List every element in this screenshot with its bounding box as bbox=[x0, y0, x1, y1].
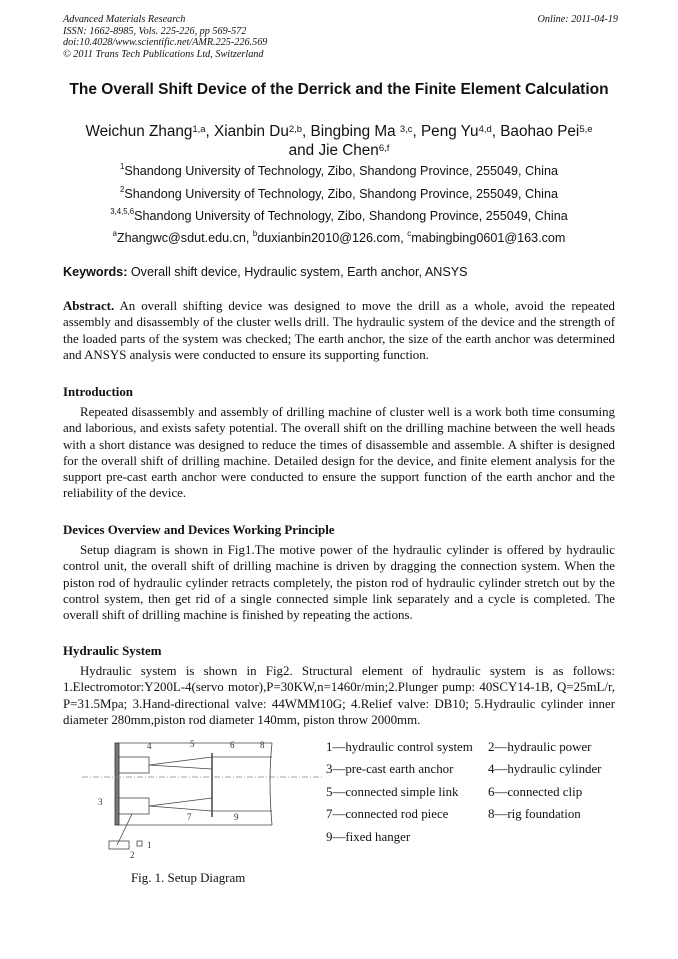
legend-row bbox=[326, 736, 592, 758]
fig-label: 1 bbox=[147, 840, 152, 850]
aff-sup: 3,4,5,6 bbox=[110, 207, 135, 216]
fig-label: 7 bbox=[187, 812, 192, 822]
aff-sup: 2 bbox=[120, 185, 125, 194]
link bbox=[149, 806, 212, 811]
journal-name: Advanced Materials Research bbox=[63, 14, 186, 25]
author-sup: 3,c bbox=[399, 124, 413, 135]
aff-text: Shandong University of Technology, Zibo, Shandong Province, 255049, China bbox=[124, 164, 558, 178]
author-sup: 6,f bbox=[378, 143, 390, 154]
section-paragraph: Repeated disassembly and assembly of drilling machine of cluster well is a work both time consuming and laborious, and exists safety potential. The overall shift on the drilling machine between the well heads with a short distance was designed to reduce the times of disassemble and assemble. A shifter is designed for the overall shift of drilling machine. Detailed design for the device, and finite element analysis for the support pre-cast earth anchor were conducted to ensure the support function of the earth anchor and the reliability of the device. bbox=[63, 405, 615, 501]
abstract bbox=[63, 298, 615, 363]
author-sup: 1,a bbox=[192, 124, 206, 135]
section-heading: Introduction bbox=[63, 385, 133, 399]
section-paragraph: Hydraulic system is shown in Fig2. Structural element of hydraulic system is as follows: 1.Electromotor:Y200L-4(servo motor),P=30KW,n=1460r/min;2.Plunger pump: 40SCY14-1B, Q=25mL/r, P=31.5Mpa; 3.Hand-directional valve: 44WMM10G; 4.Relief valve: DB10; 5.Hydraulic cylinder inner diameter 280mm,piston rod diameter 140mm, piston throw 2000mm. bbox=[63, 664, 615, 727]
legend-item: 9—fixed hanger bbox=[326, 829, 411, 844]
author: Weichun Zhang bbox=[85, 123, 193, 140]
legend-row bbox=[326, 781, 583, 803]
legend-item: 7—connected rod piece bbox=[326, 807, 449, 822]
legend-item: 6—connected clip bbox=[488, 784, 583, 799]
author-sup: 5,e bbox=[579, 124, 593, 135]
author: Xianbin Du bbox=[214, 123, 289, 140]
affiliation bbox=[63, 209, 615, 223]
and: and bbox=[288, 142, 319, 159]
fig-label: 2 bbox=[130, 850, 135, 860]
author-sup: 4,d bbox=[478, 124, 492, 135]
email-sup: c bbox=[407, 229, 412, 238]
fig-label: 6 bbox=[230, 740, 235, 750]
keywords-text: Overall shift device, Hydraulic system, Earth anchor, ANSYS bbox=[127, 265, 468, 279]
email-sup: a bbox=[112, 229, 117, 238]
legend-item: 4—hydraulic cylinder bbox=[488, 762, 602, 777]
sep: , bbox=[302, 123, 311, 140]
email: duxianbin2010@126.com, bbox=[257, 231, 408, 245]
fig-label: 3 bbox=[98, 797, 103, 807]
issn: ISSN: 1662-8985, Vols. 225-226, pp 569-572 bbox=[63, 25, 247, 37]
legend-item: 1—hydraulic control system bbox=[326, 740, 473, 754]
aff-text: Shandong University of Technology, Zibo, Shandong Province, 255049, China bbox=[124, 187, 558, 201]
legend-row bbox=[326, 803, 581, 825]
aff-sup: 1 bbox=[120, 162, 125, 171]
legend-item: 8—rig foundation bbox=[488, 807, 581, 822]
fig-label: 4 bbox=[147, 741, 152, 751]
email-sup: b bbox=[252, 229, 258, 238]
fig-label: 9 bbox=[234, 812, 239, 822]
power-unit bbox=[109, 841, 129, 849]
email: Zhangwc@sdut.edu.cn, bbox=[116, 231, 253, 245]
author: Peng Yu bbox=[420, 123, 479, 140]
link bbox=[149, 765, 212, 769]
figure-legend bbox=[326, 736, 602, 848]
sep: , bbox=[491, 123, 501, 140]
link bbox=[149, 798, 212, 806]
aff-text: Shandong University of Technology, Zibo, Shandong Province, 255049, China bbox=[134, 209, 568, 223]
abstract-text: An overall shifting device was designed to move the drill as a whole, avoid the repeated assembly and disassembly of the cluster wells drill. The hydraulic system of the device and the strength of the loaded parts of the system was checked; The earth anchor, the size of the earth anchor was determined and ANSYS analysis were conducted to ensure its supporting function. bbox=[63, 299, 615, 362]
copyright: © 2011 Trans Tech Publications Ltd, Switzerland bbox=[63, 48, 264, 60]
author: Bingbing Ma bbox=[310, 123, 400, 140]
emails bbox=[63, 231, 615, 245]
paper-title: The Overall Shift Device of the Derrick and the Finite Element Calculation bbox=[69, 81, 609, 98]
keywords bbox=[63, 265, 468, 279]
affiliation bbox=[63, 164, 615, 178]
email: mabingbing0601@163.com bbox=[411, 231, 566, 245]
sep: , bbox=[205, 123, 215, 140]
setup-diagram bbox=[82, 735, 322, 865]
legend-item: 3—pre-cast earth anchor bbox=[326, 762, 454, 777]
author-list bbox=[63, 122, 615, 160]
break-line bbox=[270, 743, 272, 825]
author: Baohao Pei bbox=[500, 123, 580, 140]
legend-item: 5—connected simple link bbox=[326, 784, 459, 799]
sep: , bbox=[412, 123, 421, 140]
cylinder-bottom bbox=[119, 798, 149, 814]
fig-label: 5 bbox=[190, 739, 195, 749]
keywords-label: Keywords: bbox=[63, 265, 128, 279]
cylinder-top bbox=[119, 757, 149, 773]
earth-anchor-wall bbox=[115, 743, 119, 825]
figure-caption: Fig. 1. Setup Diagram bbox=[131, 871, 246, 885]
doi: doi:10.4028/www.scientific.net/AMR.225-226.569 bbox=[63, 37, 268, 49]
online-date: Online: 2011-04-19 bbox=[537, 14, 618, 25]
abstract-label: Abstract. bbox=[63, 299, 115, 313]
fig-label: 8 bbox=[260, 740, 265, 750]
section-heading: Hydraulic System bbox=[63, 644, 162, 658]
journal-header bbox=[63, 14, 267, 60]
author: Jie Chen bbox=[318, 142, 379, 159]
legend-row bbox=[326, 758, 602, 780]
affiliation bbox=[63, 187, 615, 201]
author-sup: 2,b bbox=[288, 124, 303, 135]
legend-row bbox=[326, 826, 473, 848]
link bbox=[149, 757, 212, 765]
legend-item: 2—hydraulic power bbox=[488, 740, 592, 754]
section-paragraph: Setup diagram is shown in Fig1.The motive power of the hydraulic cylinder is offered by hydraulic control unit, the overall shift of drilling machine is driven by dragging the connection system. When the piston rod of hydraulic cylinder retracts completely, the piston rod of hydraulic cylinder stretch out by the control system, then get rid of a single connected simple link separately and a cycle is completed. The overall shift of drilling machine is finished by repeating the actions. bbox=[63, 543, 615, 623]
section-heading: Devices Overview and Devices Working Principle bbox=[63, 523, 335, 537]
control-unit bbox=[137, 841, 142, 846]
